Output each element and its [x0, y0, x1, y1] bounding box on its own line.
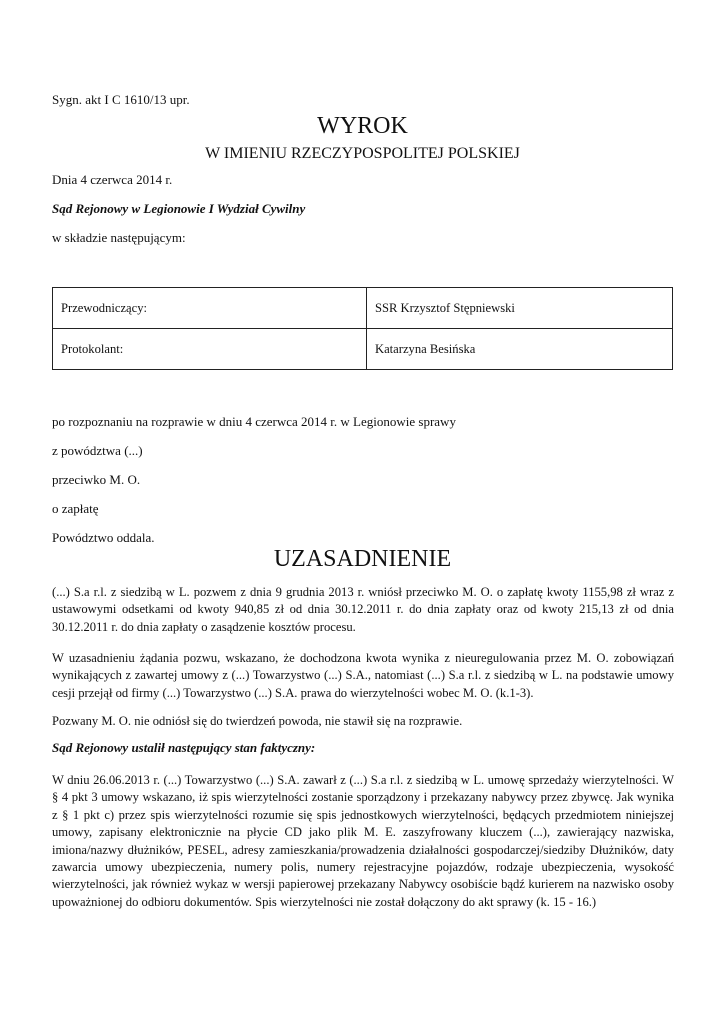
- page-title: WYROK: [317, 113, 408, 139]
- hearing-line: po rozpoznaniu na rozprawie w dniu 4 czerwca 2014 r. w Legionowie sprawy: [52, 414, 456, 429]
- case-reference: Sygn. akt I C 1610/13 upr.: [52, 92, 190, 107]
- name-cell: Katarzyna Besińska: [367, 329, 673, 370]
- justification-paragraph-3: Pozwany M. O. nie odniósł się do twierdzeń powoda, nie stawił się na rozprawie.: [52, 714, 463, 728]
- judgment-date: Dnia 4 czerwca 2014 r.: [52, 172, 173, 187]
- facts-paragraph: W dniu 26.06.2013 r. (...) Towarzystwo (...) S.A. zawarł z (...) S.a r.l. z siedzibą w L. umowę sprzedaży wierzytelności. W § 4 pkt 3 umowy wskazano, iż spis wierzytelności zostanie sporządzony i przekazany nabywcy przez zbywcę. Jak wynika z § 1 pkt c) przez spis wierzytelności rozumie się spis jednostkowych wierzytelności, będących przedmiotem niniejszej umowy, zapisany elektronicznie na płycie CD jako plik M. E. zaszyfrowany kluczem (...), zawierający nazwiska, imiona/nazwy dłużników, PESEL, adresy zamieszkania/prowadzenia działalności gospodarczej/siedziby Dłużników, daty zawarcia umowy ubezpieczenia, numery polis, numery rejestracyjne pojazdów, rodzaje ubezpieczenia, wysokość wierzytelności, jak również wykaz w wersji papierowej przekazany Nabywcy osobiście bądź kurierem na nazwisko osoby upoważnionej do odbioru dokumentów. Spis wierzytelności nie został dołączony do akt sprawy (k. 15 - 16.): [52, 773, 674, 909]
- composition-table: [52, 287, 673, 370]
- defendant-line: przeciwko M. O.: [52, 472, 141, 487]
- page-subtitle: W IMIENIU RZECZYPOSPOLITEJ POLSKIEJ: [205, 145, 520, 162]
- composition-intro: w składzie następującym:: [52, 230, 186, 245]
- table-row: [53, 288, 673, 329]
- role-cell: Przewodniczący:: [53, 288, 367, 329]
- facts-heading: Sąd Rejonowy ustalił następujący stan faktyczny:: [52, 740, 316, 755]
- name-cell: SSR Krzysztof Stępniewski: [367, 288, 673, 329]
- court-name: Sąd Rejonowy w Legionowie I Wydział Cywilny: [52, 201, 306, 216]
- plaintiff-line: z powództwa (...): [52, 443, 143, 458]
- justification-paragraph-1: (...) S.a r.l. z siedzibą w L. pozwem z dnia 9 grudnia 2013 r. wniósł przeciwko M. O. o zapłatę kwoty 1155,98 zł wraz z ustawowymi odsetkami od kwoty 940,85 zł od dnia 30.12.2011 r. do dnia zapłaty oraz od kwoty 215,13 zł od dnia 30.12.2011 r. do dnia zapłaty o zasądzenie kosztów procesu.: [52, 585, 674, 634]
- table-row: [53, 329, 673, 370]
- subject-line: o zapłatę: [52, 501, 99, 516]
- role-cell: Protokolant:: [53, 329, 367, 370]
- justification-heading: UZASADNIENIE: [273, 546, 452, 572]
- verdict-line: Powództwo oddala.: [52, 530, 155, 545]
- justification-paragraph-2: W uzasadnieniu żądania pozwu, wskazano, że dochodzona kwota wynika z nieuregulowania przez M. O. zobowiązań wynikających z zawartej umowy z (...) Towarzystwo (...) S.A., natomiast (...) S.a r.l. z siedzibą w L. na podstawie umowy cesji przejął od firmy (...) Towarzystwo (...) S.A. prawa do wierzytelności wobec M. O. (k.1-3).: [52, 651, 674, 700]
